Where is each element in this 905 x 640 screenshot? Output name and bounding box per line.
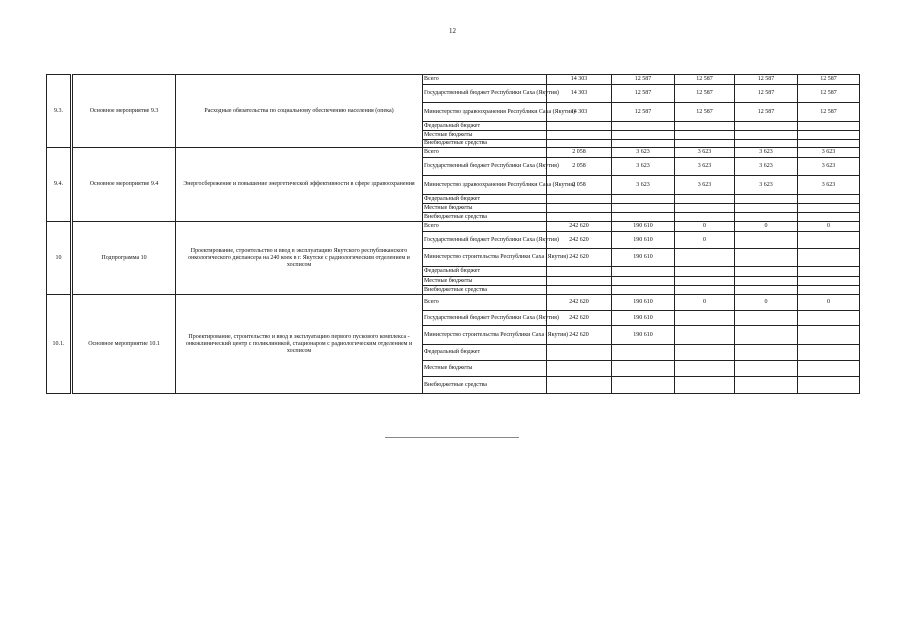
value-cell: 242 620 [547,222,612,232]
section-name: Основное мероприятие 9.3 [72,75,176,148]
table-row [47,148,860,158]
value-cell [612,204,675,213]
funding-source: Местные бюджеты [423,131,547,140]
value-cell [735,267,798,277]
funding-source: Министерство строительства Республики Саха (Якутия) [423,249,547,267]
funding-source: Внебюджетные средства [423,286,547,295]
funding-source: Министерство строительства Республики Саха (Якутия) [423,326,547,345]
value-cell [798,326,860,345]
funding-source: Всего [423,295,547,311]
funding-source: Государственный бюджет Республики Саха (Якутия) [423,85,547,103]
value-cell: 190 610 [612,249,675,267]
value-cell: 190 610 [612,295,675,311]
value-cell: 242 620 [547,295,612,311]
funding-source: Государственный бюджет Республики Саха (Якутия) [423,158,547,176]
value-cell [547,122,612,131]
section-number: 9.4. [47,148,72,222]
value-cell [735,286,798,295]
value-cell: 2 058 [547,148,612,158]
value-cell: 12 587 [612,103,675,122]
funding-source: Федеральный бюджет [423,195,547,204]
value-cell [798,277,860,286]
value-cell: 242 620 [547,311,612,326]
value-cell: 12 587 [798,85,860,103]
value-cell [612,345,675,361]
value-cell [612,286,675,295]
value-cell: 0 [798,222,860,232]
value-cell: 0 [735,295,798,311]
value-cell [798,122,860,131]
value-cell: 0 [675,222,735,232]
value-cell: 190 610 [612,222,675,232]
value-cell: 3 623 [675,176,735,195]
value-cell [675,131,735,140]
value-cell: 12 587 [675,103,735,122]
funding-source: Федеральный бюджет [423,122,547,131]
funding-source: Министерство здравоохранения Республики Саха (Якутия) [423,103,547,122]
value-cell: 3 623 [612,158,675,176]
value-cell: 3 623 [798,148,860,158]
value-cell [675,249,735,267]
value-cell: 12 587 [798,103,860,122]
value-cell [798,286,860,295]
section-description: Проектирование, строительство и ввод в эксплуатацию первого пускового комплекса - онкоклинический центр с поликлиникой, стационаром с радиологическим отделением и хосписом [176,295,423,394]
value-cell: 12 587 [735,85,798,103]
value-cell [612,122,675,131]
value-cell: 190 610 [612,311,675,326]
value-cell [675,311,735,326]
value-cell [547,345,612,361]
value-cell [612,277,675,286]
value-cell: 14 303 [547,85,612,103]
funding-source: Федеральный бюджет [423,345,547,361]
value-cell [735,345,798,361]
funding-source: Всего [423,75,547,85]
value-cell [675,195,735,204]
funding-source: Внебюджетные средства [423,377,547,394]
funding-source: Местные бюджеты [423,204,547,213]
value-cell [547,277,612,286]
table-row [47,75,860,85]
funding-source: Местные бюджеты [423,277,547,286]
section-name: Подпрограмма 10 [72,222,176,295]
funding-source: Всего [423,148,547,158]
value-cell [798,213,860,222]
funding-source: Всего [423,222,547,232]
value-cell [612,213,675,222]
value-cell [612,195,675,204]
value-cell [547,286,612,295]
value-cell [798,131,860,140]
section-name: Основное мероприятие 9.4 [72,148,176,222]
value-cell: 3 623 [735,158,798,176]
section-description: Проектирование, строительство и ввод в эксплуатацию Якутского республиканского онкологического диспансера на 240 коек в г. Якутске с радиологическим отделением и хосписом [176,222,423,295]
value-cell [675,286,735,295]
value-cell: 12 587 [675,75,735,85]
funding-source: Государственный бюджет Республики Саха (Якутия) [423,311,547,326]
value-cell: 12 587 [735,103,798,122]
value-cell: 14 303 [547,75,612,85]
funding-source: Государственный бюджет Республики Саха (Якутия) [423,232,547,249]
value-cell [798,345,860,361]
value-cell [547,204,612,213]
value-cell: 3 623 [675,148,735,158]
funding-source: Внебюджетные средства [423,213,547,222]
value-cell [798,249,860,267]
section-number: 10 [47,222,72,295]
value-cell: 3 623 [675,158,735,176]
table-row [47,222,860,232]
value-cell [798,361,860,377]
section-description: Расходные обязательства по социальному обеспечению населения (опека) [176,75,423,148]
value-cell [735,232,798,249]
value-cell: 190 610 [612,232,675,249]
section-number: 10.1. [47,295,72,394]
value-cell [547,267,612,277]
value-cell: 3 623 [612,176,675,195]
value-cell [675,277,735,286]
value-cell [612,361,675,377]
value-cell [798,195,860,204]
value-cell [675,361,735,377]
value-cell [612,377,675,394]
funding-source: Федеральный бюджет [423,267,547,277]
value-cell [735,249,798,267]
funding-source: Министерство здравоохранения Республики Саха (Якутия) [423,176,547,195]
value-cell [612,131,675,140]
value-cell [675,326,735,345]
value-cell [547,361,612,377]
value-cell [675,122,735,131]
value-cell: 0 [798,295,860,311]
value-cell [675,377,735,394]
value-cell: 14 303 [547,103,612,122]
value-cell: 2 058 [547,176,612,195]
funding-source: Местные бюджеты [423,361,547,377]
value-cell [675,204,735,213]
value-cell: 3 623 [798,158,860,176]
value-cell [675,267,735,277]
value-cell [735,140,798,148]
value-cell [798,377,860,394]
section-description: Энергосбережение и повышение энергетической эффективности в сфере здравоохранения [176,148,423,222]
value-cell [547,131,612,140]
page-number: 12 [449,27,456,35]
value-cell [735,122,798,131]
value-cell: 12 587 [675,85,735,103]
value-cell: 12 587 [612,75,675,85]
value-cell: 190 610 [612,326,675,345]
value-cell: 0 [675,295,735,311]
value-cell: 0 [675,232,735,249]
value-cell [675,213,735,222]
value-cell [735,377,798,394]
value-cell [798,232,860,249]
value-cell: 0 [735,222,798,232]
value-cell [547,377,612,394]
value-cell [798,204,860,213]
footer-rule [385,437,519,438]
section-name: Основное мероприятие 10.1 [72,295,176,394]
value-cell [735,131,798,140]
value-cell: 3 623 [735,176,798,195]
funding-source: Внебюджетные средства [423,140,547,148]
value-cell: 242 620 [547,326,612,345]
value-cell [547,195,612,204]
value-cell [547,213,612,222]
value-cell [735,361,798,377]
section-number: 9.3. [47,75,72,148]
budget-table [46,74,860,394]
value-cell: 12 587 [798,75,860,85]
value-cell: 3 623 [612,148,675,158]
value-cell: 3 623 [735,148,798,158]
value-cell [735,213,798,222]
value-cell [735,195,798,204]
value-cell [735,277,798,286]
value-cell: 12 587 [735,75,798,85]
value-cell [612,267,675,277]
value-cell [798,311,860,326]
value-cell [735,326,798,345]
value-cell: 12 587 [612,85,675,103]
value-cell [798,267,860,277]
value-cell: 3 623 [798,176,860,195]
value-cell [798,140,860,148]
value-cell [675,140,735,148]
value-cell: 242 620 [547,232,612,249]
table-row [47,295,860,311]
value-cell [735,311,798,326]
value-cell [735,204,798,213]
value-cell [612,140,675,148]
value-cell [547,140,612,148]
value-cell: 242 620 [547,249,612,267]
value-cell: 2 058 [547,158,612,176]
value-cell [675,345,735,361]
